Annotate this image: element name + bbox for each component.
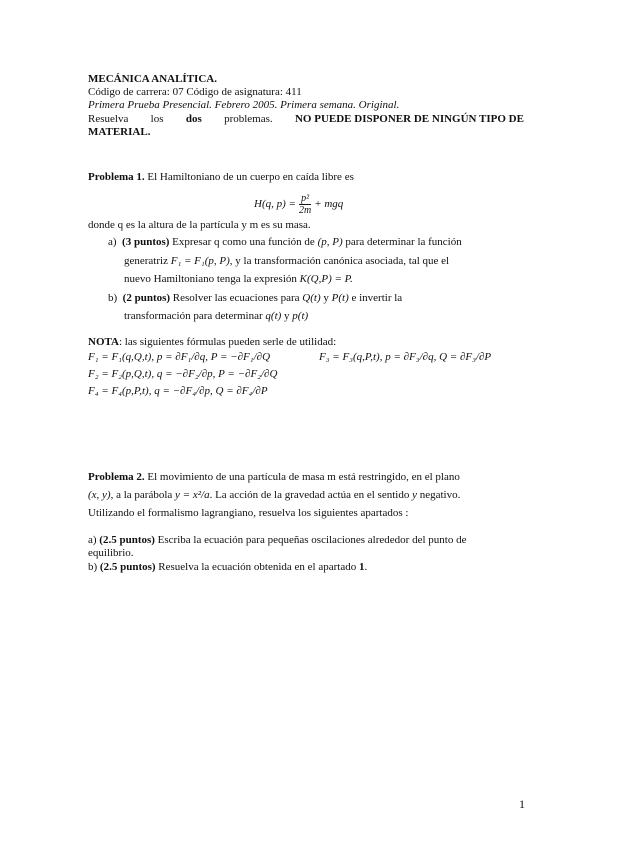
problem2-line1: Problema 2. El movimiento de una partícula de masa m está restringido, en el plano	[88, 471, 460, 483]
instructions-line-1	[88, 113, 524, 126]
formula-f2: F₂ = F₂(p,Q,t), q = −∂F₂/∂p, P = −∂F₂/∂Q	[88, 368, 278, 380]
problem1-part-a-line2: generatriz F₁ = F₁(p, P), y la transformación canónica asociada, tal que el	[124, 255, 450, 267]
instructions-line-2: MATERIAL.	[88, 126, 151, 138]
nota-label: NOTA	[88, 336, 119, 348]
problem1-heading: Problema 1.	[88, 171, 145, 183]
problem2-heading: Problema 2.	[88, 471, 145, 483]
exam-title: MECÁNICA ANALÍTICA.	[88, 73, 217, 85]
instructions-warning: NO PUEDE DISPONER DE NINGÚN TIPO DE	[294, 113, 524, 125]
formula-f1: F₁ = F₁(q,Q,t), p = ∂F₁/∂q, P = −∂F₁/∂Q	[88, 351, 271, 363]
nota-line: NOTA: las siguientes fórmulas pueden serle de utilidad:	[88, 336, 337, 348]
problem2-part-b: b) (2.5 puntos) Resuelva la ecuación obtenida en el apartado 1.	[88, 561, 368, 573]
instructions-word: problemas.	[224, 113, 273, 125]
instructions-word: los	[150, 113, 164, 125]
instructions-word: Resuelva	[88, 113, 129, 125]
instructions-word: dos	[185, 113, 202, 125]
problem1-part-a-line3: nuevo Hamiltoniano tenga la expresión K(Q,P) = P.	[124, 273, 353, 285]
formula-f3: F₃ = F₃(q,P,t), p = ∂F₃/∂q, Q = ∂F₃/∂P	[319, 351, 492, 363]
problem1-part-b-line1: b) (2 puntos) Resolver las ecuaciones para Q(t) y P(t) e invertir la	[108, 292, 403, 304]
problem2-part-a-cont: equilibrio.	[88, 547, 134, 559]
formula-f4: F₄ = F₄(p,P,t), q = −∂F₄/∂p, Q = ∂F₄/∂P	[88, 385, 268, 397]
problem2-line2: (x, y), a la parábola y = x²/a. La acción de la gravedad actúa en el sentido y negativo.	[88, 489, 461, 501]
problem1-where: donde q es la altura de la partícula y m es su masa.	[88, 219, 311, 231]
problem1-part-b-line2: transformación para determinar q(t) y p(t)	[124, 310, 309, 322]
hamiltonian-fraction: $\frac{\text{p²}}{2m}$	[298, 192, 312, 216]
problem2-line3: Utilizando el formalismo lagrangiano, resuelva los siguientes apartados :	[88, 507, 409, 519]
page-number: 1	[519, 797, 525, 811]
problem2-part-a: a) (2.5 puntos) Escriba la ecuación para pequeñas oscilaciones alrededor del punto de	[88, 534, 467, 546]
exam-session: Primera Prueba Presencial. Febrero 2005. Primera semana. Original.	[88, 99, 400, 111]
problem1-intro: Problema 1. El Hamiltoniano de un cuerpo en caída libre es	[88, 171, 354, 183]
hamiltonian-equation: H(q, p) = $\frac{\text{p²}}{2m}$ + mgq	[254, 192, 344, 216]
course-codes: Código de carrera: 07 Código de asignatura: 411	[88, 86, 302, 98]
problem1-part-a-line1: a) (3 puntos) Expresar q como una función de (p, P) para determinar la función	[108, 236, 462, 248]
